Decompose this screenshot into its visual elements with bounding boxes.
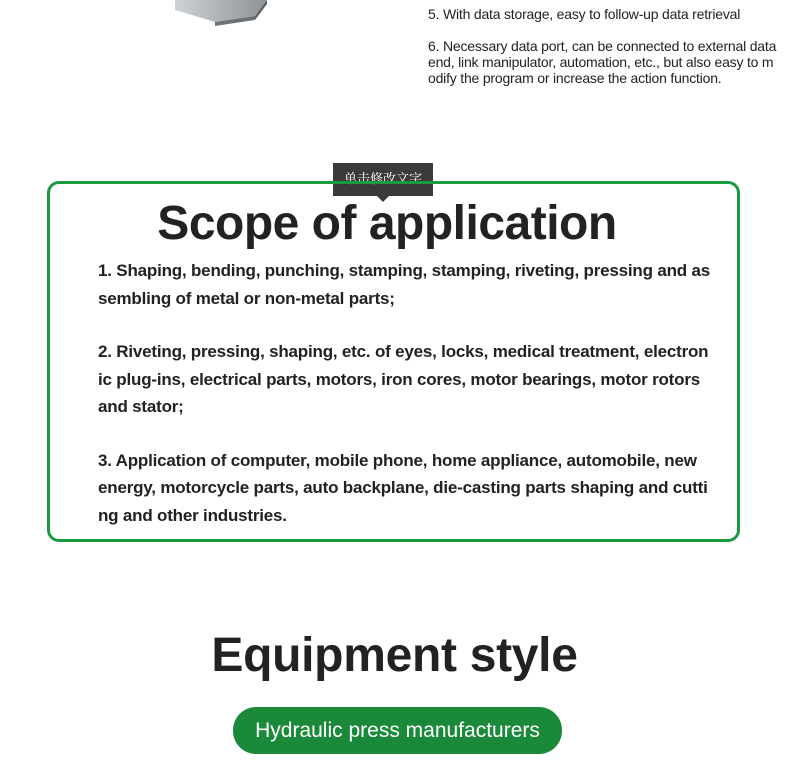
scope-of-application-panel	[47, 181, 740, 542]
scope-item: 2. Riveting, pressing, shaping, etc. of eyes, locks, medical treatment, electronic plug-ins, electrical parts, motors, iron cores, motor bearings, motor rotors and stator;	[98, 342, 709, 416]
hydraulic-press-manufacturers-button[interactable]: Hydraulic press manufacturers	[233, 707, 562, 754]
machine-image	[175, 0, 275, 26]
feature-item: 6. Necessary data port, can be connected to external data end, link manipulator, automation, etc., but also easy to modify the program or increase the action function.	[428, 38, 777, 86]
equipment-style-title: Equipment style	[211, 629, 578, 682]
scope-item: 1. Shaping, bending, punching, stamping, stamping, riveting, pressing and assembling of metal or non-metal parts;	[98, 261, 710, 308]
edit-text-tooltip[interactable]: 单击修改文字	[333, 163, 433, 196]
scope-list	[98, 257, 710, 555]
feature-item: 5. With data storage, easy to follow-up data retrieval	[428, 6, 741, 22]
feature-list	[428, 6, 780, 102]
scope-item: 3. Application of computer, mobile phone, home appliance, automobile, new energy, motorcycle parts, auto backplane, die-casting parts shaping and cutting and other industries.	[98, 450, 708, 525]
scope-title[interactable]: Scope of application	[157, 197, 617, 250]
